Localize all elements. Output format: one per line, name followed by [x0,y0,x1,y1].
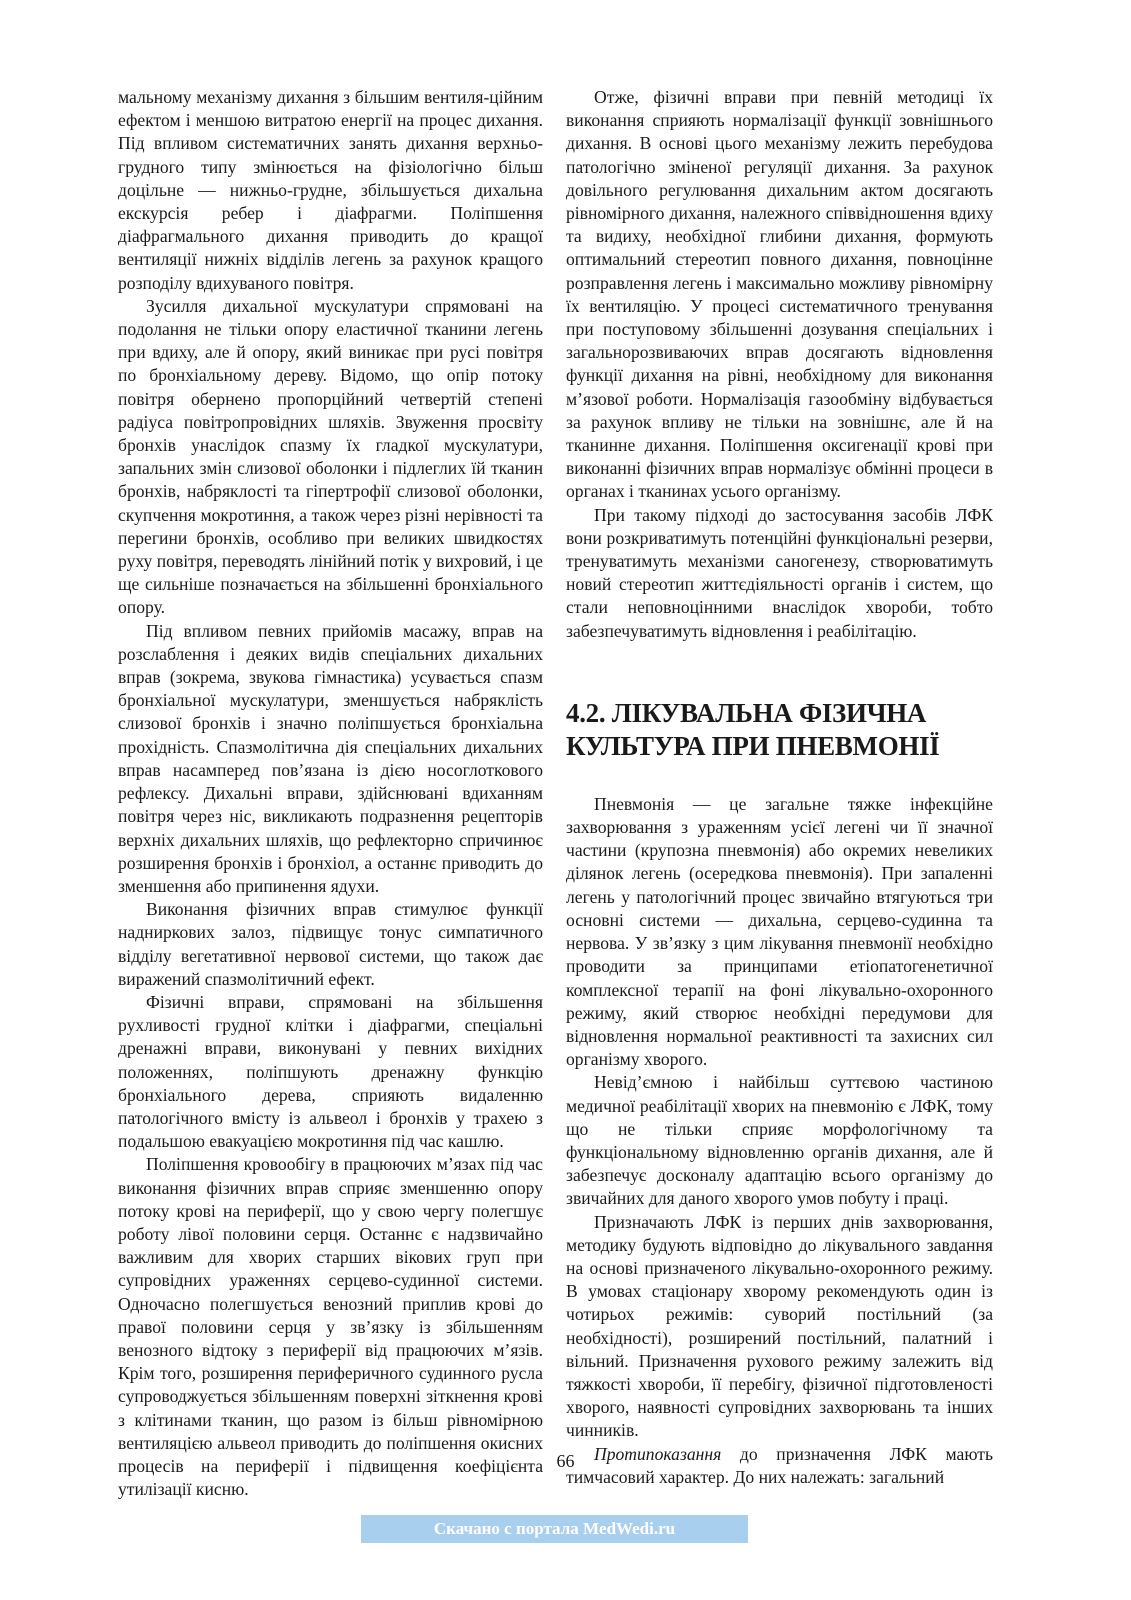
section-heading-line: КУЛЬТУРА ПРИ ПНЕВМОНІЇ [566,730,940,761]
section-heading-line: 4.2. ЛІКУВАЛЬНА ФІЗИЧНА [566,697,927,728]
paragraph-text: до призначення ЛФК мають тимчасовий характер. До них належать: загальний [566,1443,993,1487]
paragraph: Поліпшення кровообігу в працюючих м’язах під час виконання фізичних вправ сприяє зменшенню опору потоку крові на периферії, що у свою чергу полегшує роботу лівої половини серця. Останнє є надзвичайно важливим для хворих старших вікових груп при супровідних ураженнях серцево-судинної системи. Одночасно полегшується венозний приплив крові до правої половини серця у зв’язку із збільшенням венозного відтоку з периферії від працюючих м’язів. Крім того, розширення периферичного судинного русла супроводжується збільшенням поверхні зіткнення крові з клітинами тканин, що разом із більш рівномірною вентиляцією альвеол приводить до поліпшення окисних процесів на периферії і підвищення коефіцієнта утилізації кисню. [118,1154,543,1500]
section-heading [566,697,993,763]
paragraph: Пневмонія — це загальне тяжке інфекційне захворювання з ураженням усієї легені чи її значної частини (крупозна пневмонія) або окремих невеликих ділянок легень (осередкова пневмонія). При запаленні легень у патологічний процес звичайно втягуються три основні системи — дихальна, серцево-судинна та нервова. У зв’язку з цим лікування пневмонії необхідно проводити за принципами етіопатогенетичної комплексної терапії на фоні лікувально-охоронного режиму, який створює необхідні передумови для відновлення нормальної реактивності та захисних сил організму хворого. [566,793,993,1070]
right-column [566,86,993,1489]
paragraph: Зусилля дихальної мускулатури спрямовані на подолання не тільки опору еластичної тканини легень при вдиху, але й опору, який виникає при русі повітря по бронхіальному дереву. Відомо, що опір потоку повітря обернено пропорційний четвертій степені радіуса повітропровідних шляхів. Звуження просвіту бронхів унаслідок спазму їх гладкої мускулатури, запальних змін слизової оболонки і підлеглих їй тканин бронхів, набряклості та гіпертрофії слизової оболонки, скупчення мокротиння, а також через різні нерівності та перегини бронхів, особливо при великих швидкостях руху повітря, переводять лінійний потік у вихровий, і це ще сильніше позначається на збільшенні бронхіального опору. [118,295,543,618]
page-number: 66 [556,1451,575,1471]
paragraph: Отже, фізичні вправи при певній методиці їх виконання сприяють нормалізації функції зовнішнього дихання. В основі цього механізму лежить перебудова патологічно зміненої регуляції дихання. За рахунок довільного регулювання дихальним актом досягають рівномірного дихання, належного співвідношення вдиху та видиху, необхідної глибини дихання, формують оптимальний стереотип повного дихання, повноцінне розправлення легень і максимально можливу рівномірну їх вентиляцію. У процесі систематичного тренування при поступовому збільшенні дозування спеціальних і загальнорозвиваючих вправ досягають відновлення функції дихання на рівні, необхідному для виконання м’язової роботи. Нормалізація газообміну відбувається за рахунок впливу не тільки на зовнішнє, але й на тканинне дихання. Поліпшення оксигенації крові при виконанні фізичних вправ нормалізує обмінні процеси в органах і тканинах усього організму. [566,87,993,502]
paragraph: Під впливом певних прийомів масажу, вправ на розслаблення і деяких видів спеціальних дихальних вправ (зокрема, звукова гімнастика) усувається спазм бронхіальної мускулатури, зменшується набряклість слизової бронхів і значно поліпшується бронхіальна прохідність. Спазмолітична дія спеціальних дихальних вправ насамперед пов’язана із дією носоглоткового рефлексу. Дихальні вправи, здійснювані вдиханням повітря через ніс, викликають подразнення рецепторів верхніх дихальних шляхів, що рефлекторно спричинює розширення бронхів і бронхіол, а останнє приводить до зменшення або припинення ядухи. [118,620,543,896]
paragraph: мальному механізму дихання з більшим вентиля-ційним ефектом і меншою витратою енергії на процес дихання. Під впливом систематичних занять дихання верхньо-грудного типу змінюється на фізіологічно більш доцільне — нижньо-грудне, збільшується дихальна екскурсія ребер і діафрагми. Поліпшення діафрагмального дихання приводить до кращої вентиляції нижніх відділів легень за рахунок кращого розподілу вдихуваного повітря. [118,87,543,293]
paragraph: Виконання фізичних вправ стимулює функції надниркових залоз, підвищує тонус симпатичного відділу вегетативної нервової системи, що також дає виражений спазмолітичний ефект. [118,899,543,989]
left-column [118,86,543,1501]
watermark-banner: Скачано с портала MedWedi.ru [361,1515,748,1543]
italic-term: Протипоказання [594,1443,722,1464]
paragraph: Фізичні вправи, спрямовані на збільшення рухливості грудної клітки і діафрагми, спеціальні дренажні вправи, виконувані у певних вихідних положеннях, поліпшують дренажну функцію бронхіального дерева, сприяють видаленню патологічного вмісту із альвеол і бронхів у трахею з подальшою евакуацією мокротиння під час кашлю. [118,991,543,1152]
paragraph: При такому підході до застосування засобів ЛФК вони розкриватимуть потенційні функціональні резерви, тренуватимуть механізми саногенезу, створюватимуть новий стереотип життєдіяльності органів і систем, що стали неповноцінними внаслідок хвороби, тобто забезпечуватимуть відновлення і реабілітацію. [566,504,993,641]
paragraph: Невід’ємною і найбільш суттєвою частиною медичної реабілітації хворих на пневмонію є ЛФК, тому що не тільки сприяє морфологічному та функціональному відновленню органів дихання, але й забезпечує досконалу адаптацію всього організму до звичайних для даного хворого умов побуту і праці. [566,1072,993,1209]
paragraph: Призначають ЛФК із перших днів захворювання, методику будують відповідно до лікувального завдання на основі призначеного лікувально-охоронного режиму. В умовах стаціонару хворому рекомендують один із чотирьох режимів: суворий постільний (за необхідності), розширений постільний, палатний і вільний. Призначення рухового режиму залежить від тяжкості хвороби, її перебігу, фізичної підготовленості хворого, наявності супровідних захворювань та інших чинників. [566,1211,993,1441]
